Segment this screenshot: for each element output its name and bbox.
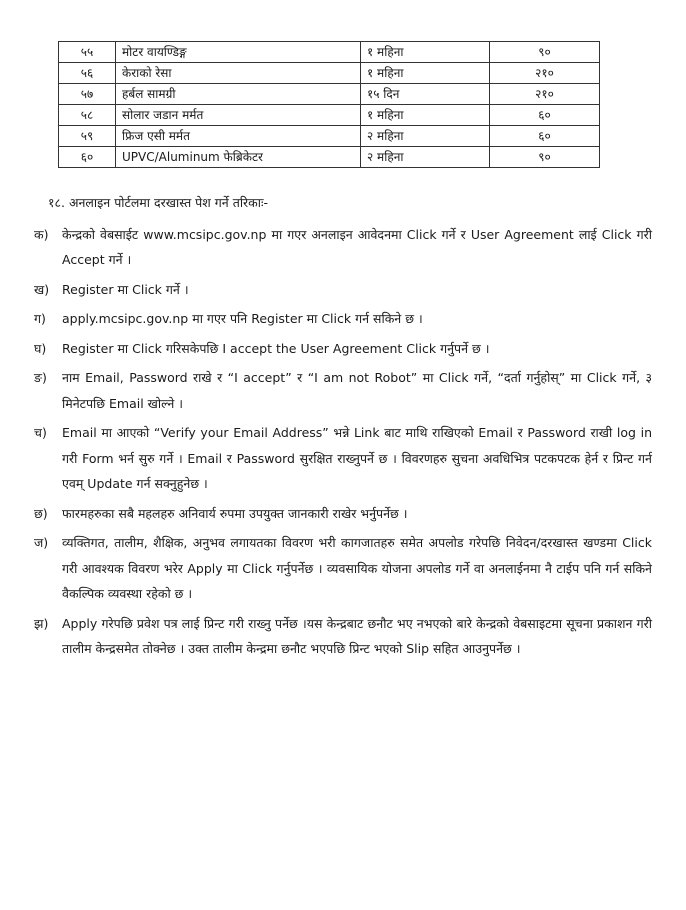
course-table-body bbox=[59, 42, 600, 168]
table-row bbox=[59, 147, 600, 168]
item-label: घ) bbox=[34, 340, 47, 356]
item-text: Register मा Click गरिसकेपछि I accept the User Agreement Click गर्नुपर्ने छ । bbox=[62, 340, 490, 356]
fee-cell: २१० bbox=[490, 84, 600, 105]
duration-cell: १५ दिन bbox=[361, 84, 490, 105]
instruction-item bbox=[34, 420, 652, 497]
instruction-item bbox=[34, 306, 652, 332]
serial-number-cell: ५७ bbox=[59, 84, 116, 105]
fee-cell: ९० bbox=[490, 42, 600, 63]
fee-cell: ९० bbox=[490, 147, 600, 168]
table-row bbox=[59, 42, 600, 63]
item-label: झ) bbox=[34, 615, 49, 631]
course-name-cell: फ्रिज एसी मर्मत bbox=[116, 126, 361, 147]
course-table bbox=[58, 41, 600, 168]
course-name-cell: हर्बल सामग्री bbox=[116, 84, 361, 105]
duration-cell: १ महिना bbox=[361, 105, 490, 126]
instruction-item bbox=[34, 530, 652, 607]
application-instructions bbox=[34, 190, 652, 666]
fee-cell: ६० bbox=[490, 105, 600, 126]
duration-cell: २ महिना bbox=[361, 147, 490, 168]
fee-cell: २१० bbox=[490, 63, 600, 84]
duration-cell: १ महिना bbox=[361, 42, 490, 63]
course-name-cell: केराको रेसा bbox=[116, 63, 361, 84]
serial-number-cell: ५५ bbox=[59, 42, 116, 63]
duration-cell: १ महिना bbox=[361, 63, 490, 84]
item-text: Register मा Click गर्ने । bbox=[62, 281, 189, 297]
table-row bbox=[59, 63, 600, 84]
item-label: ज) bbox=[34, 535, 49, 550]
serial-number-cell: ५६ bbox=[59, 63, 116, 84]
serial-number-cell: ६० bbox=[59, 147, 116, 168]
table-row bbox=[59, 126, 600, 147]
instruction-item bbox=[34, 336, 652, 362]
item-text: Apply गरेपछि प्रवेश पत्र लाई प्रिन्ट गरी राख्नु पर्नेछ ।यस केन्द्रबाट छनौट भए नभएको बारे केन्द्रको वेबसाइटमा सूचना प्रकाशन गरी तालीम केन्द्रसमेत तोक्नेछ । उक्त तालीम केन्द्रमा छनौट भएपछि प्रिन्ट भएको Slip सहित आउनुपर्नेछ । bbox=[62, 615, 652, 656]
item-text: केन्द्रको वेबसाईट www.mcsipc.gov.np मा गएर अनलाइन आवेदनमा Click गर्ने र User Agreement लाई Click गरी Accept गर्ने । bbox=[62, 226, 652, 267]
item-label: ङ) bbox=[34, 370, 47, 385]
course-name-cell: सोलार जडान मर्मत bbox=[116, 105, 361, 126]
item-label: छ) bbox=[34, 505, 48, 521]
section-heading: १८. अनलाइन पोर्टलमा दरखास्त पेश गर्ने तरिकाः- bbox=[48, 195, 269, 210]
course-name-cell: मोटर वायण्डिङ्ग bbox=[116, 42, 361, 63]
instruction-item bbox=[34, 611, 652, 662]
item-text: Email मा आएको “Verify your Email Address” भन्ने Link बाट माथि राखिएको Email र Password राखी log in गरी Form भर्न सुरु गर्ने । Email र Password सुरक्षित राख्नुपर्ने छ । विवरणहरु सुचना अवधिभित्र पटकपटक हेर्न र प्रिन्ट गर्न एवम् Update गर्न सक्नुहुनेछ । bbox=[62, 425, 652, 491]
table-row bbox=[59, 105, 600, 126]
item-label: ग) bbox=[34, 311, 46, 326]
instruction-item bbox=[34, 501, 652, 527]
item-text: फारमहरुका सबै महलहरु अनिवार्य रुपमा उपयुक्त जानकारी राखेर भर्नुपर्नेछ । bbox=[62, 505, 408, 521]
item-text: apply.mcsipc.gov.np मा गएर पनि Register मा Click गर्न सकिने छ । bbox=[62, 311, 423, 326]
course-name-cell: UPVC/Aluminum फेब्रिकेटर bbox=[116, 147, 361, 168]
fee-cell: ६० bbox=[490, 126, 600, 147]
table-row bbox=[59, 84, 600, 105]
item-text: नाम Email, Password राखे र “I accept” र “I am not Robot” मा Click गर्ने, “दर्ता गर्नुहोस्” मा Click गर्ने, ३ मिनेटपछि Email खोल्ने । bbox=[62, 370, 652, 411]
duration-cell: २ महिना bbox=[361, 126, 490, 147]
item-label: च) bbox=[34, 425, 47, 440]
item-label: ख) bbox=[34, 281, 50, 297]
serial-number-cell: ५८ bbox=[59, 105, 116, 126]
serial-number-cell: ५९ bbox=[59, 126, 116, 147]
item-label: क) bbox=[34, 226, 49, 242]
instruction-item bbox=[34, 277, 652, 303]
instruction-item bbox=[34, 222, 652, 273]
instruction-item bbox=[34, 365, 652, 416]
item-text: व्यक्तिगत, तालीम, शैक्षिक, अनुभव लगायतका विवरण भरी कागजातहरु समेत अपलोड गरेपछि निवेदन/दरखास्त खण्डमा Click गरी आवश्यक विवरण भरेर Apply मा Click गर्नुपर्नेछ । व्यवसायिक योजना अपलोड गर्ने वा अनलाईनमा नै टाईप पनि गर्न सकिने वैकल्पिक व्यवस्था रहेको छ । bbox=[62, 535, 652, 601]
